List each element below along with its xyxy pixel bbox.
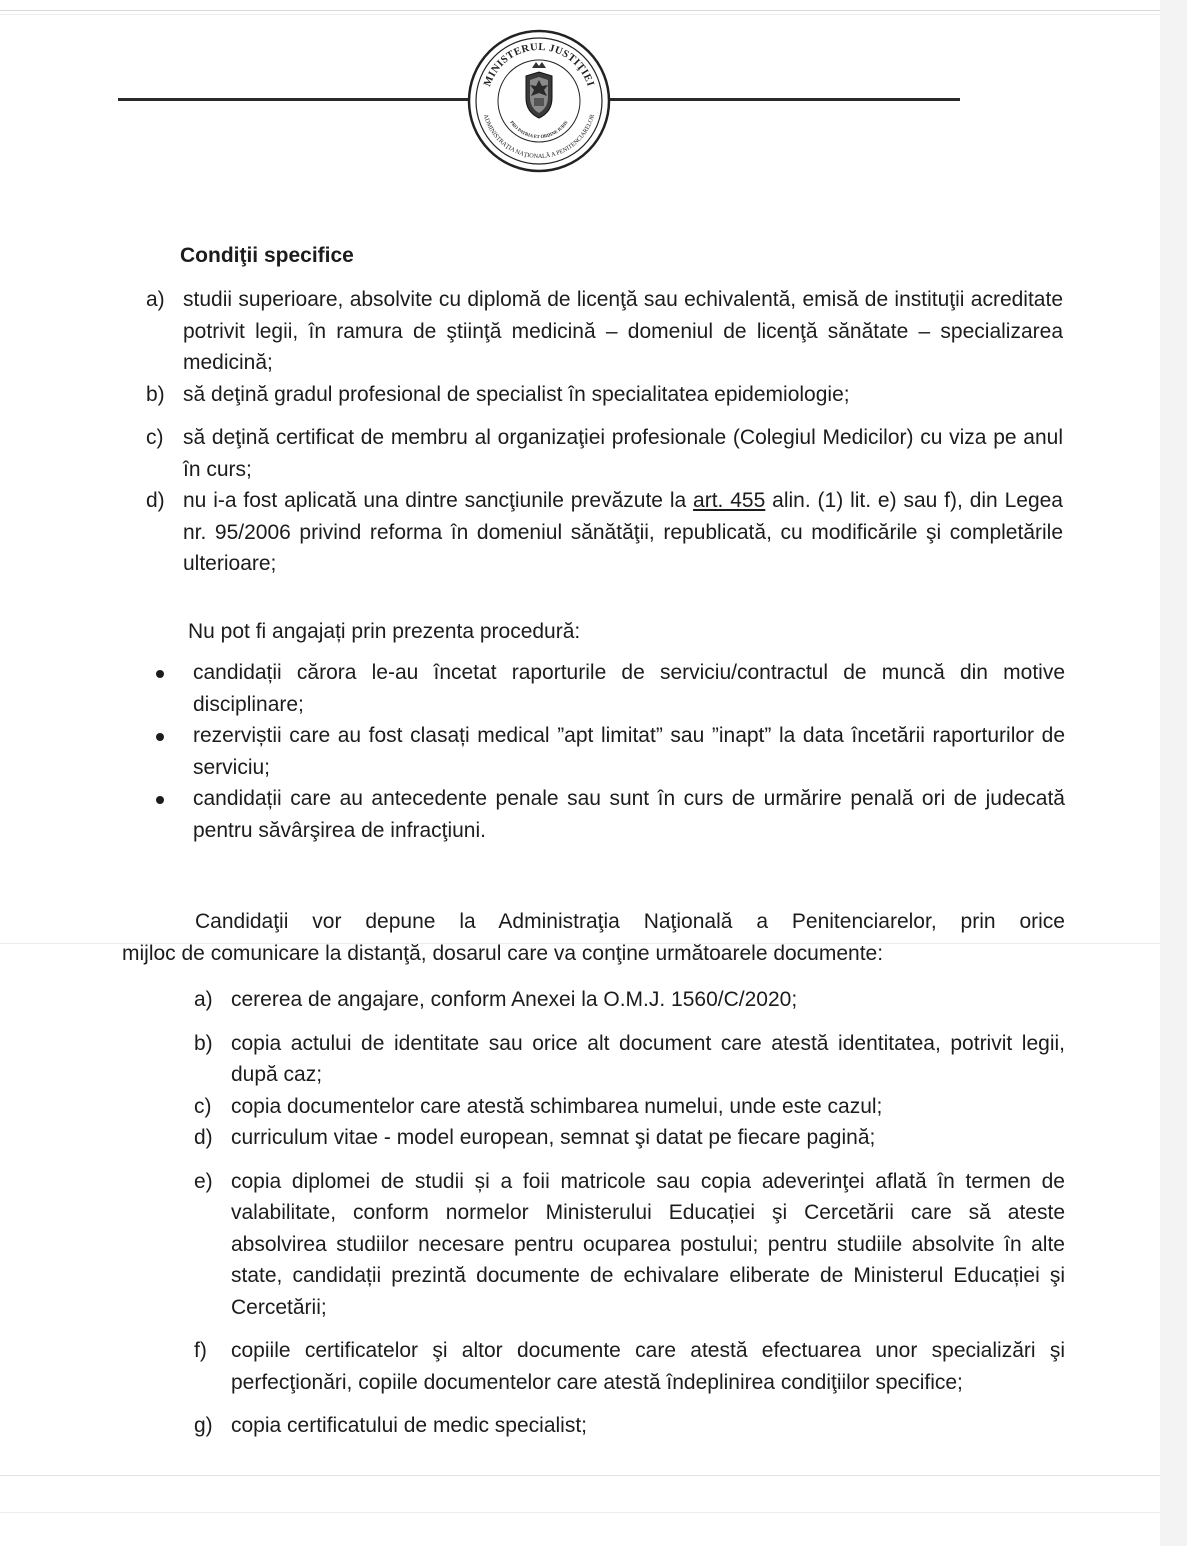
exclusion-text: candidații care au antecedente penale sau sunt în curs de urmărire penală ori de judecată pentru săvârşirea de infracţiuni. <box>193 787 1065 842</box>
condition-item <box>146 379 1063 411</box>
list-marker: d) <box>194 1126 213 1149</box>
exclusions-list <box>193 657 1065 846</box>
condition-text: studii superioare, absolvite cu diplomă de licenţă sau echivalentă, emisă de instituţii acreditate potrivit legii, în ramura de ştiinţă medicină – domeniul de licenţă sănătate – specializarea medicină; <box>183 288 1063 374</box>
document-text: copiile certificatelor şi altor documente care atestă efectuarea unor specializări şi perfecţionări, copiile documentelor care atestă îndeplinirea condiţiilor specifice; <box>231 1339 1065 1394</box>
seal-motto-text: PRO PATRIA ET ORDINE IURIS <box>509 119 569 140</box>
document-item <box>194 1166 1065 1324</box>
exclusion-text: candidații cărora le-au încetat raporturile de serviciu/contractul de muncă din motive disciplinare; <box>193 661 1065 716</box>
scan-artifact-line <box>0 10 1160 11</box>
list-marker: b) <box>194 1031 213 1055</box>
list-marker: c) <box>194 1094 212 1118</box>
list-marker: c) <box>146 426 164 449</box>
list-marker: e) <box>194 1169 213 1193</box>
scan-artifact-line <box>0 14 1160 15</box>
list-marker: f) <box>194 1339 207 1362</box>
bullet-icon <box>156 796 164 804</box>
list-marker: d) <box>146 489 165 512</box>
document-text: cererea de angajare, conform Anexei la O.M.J. 1560/C/2020; <box>231 988 798 1011</box>
exclusion-item <box>193 657 1065 720</box>
document-text: copia documentelor care atestă schimbarea numelui, unde este cazul; <box>231 1094 883 1118</box>
bullet-icon <box>156 733 164 741</box>
document-text: copia certificatului de medic specialist; <box>231 1414 587 1437</box>
list-marker: a) <box>194 988 213 1011</box>
document-item <box>194 984 1065 1016</box>
exclusion-item <box>193 783 1065 846</box>
document-item <box>194 1091 1065 1123</box>
exclusion-item <box>193 720 1065 783</box>
legal-reference-link[interactable]: art. 455 <box>693 489 766 512</box>
condition-text: să deţină gradul profesional de specialist în specialitatea epidemiologie; <box>183 382 850 406</box>
document-item <box>194 1122 1065 1154</box>
document-text: curriculum vitae - model european, semnat şi datat pe fiecare pagină; <box>231 1126 876 1149</box>
document-item <box>194 1028 1065 1091</box>
condition-text-before: nu i-a fost aplicată una dintre sancţiunile prevăzute la <box>183 489 694 512</box>
condition-text: să deţină certificat de membru al organizaţiei profesionale (Colegiul Medicilor) cu viza pe anul în curs; <box>183 426 1063 481</box>
conditions-list <box>146 284 1063 580</box>
list-marker: b) <box>146 382 165 406</box>
document-item <box>194 1410 1065 1442</box>
list-marker: g) <box>194 1414 213 1437</box>
section-title: Condiţii specifice <box>180 244 354 267</box>
condition-item <box>146 422 1063 485</box>
condition-text-after: alin. (1) lit. e) sau f), din Legea nr. 95/2006 privind reforma în domeniul sănătăţii, republicată, cu modificările şi completările ulterioare; <box>183 489 1063 575</box>
document-text: copia diplomei de studii și a foii matricole sau copia adeverinţei aflată în termen de valabilitate, conform normelor Ministerului Educației şi Cercetării care să ateste absolvirea studiilor necesare pentru ocuparea postului; pentru studiile absolvite în alte state, candidații prezintă documente de echivalare eliberate de Ministerul Educației şi Cercetării; <box>231 1169 1065 1319</box>
documents-list <box>194 984 1065 1442</box>
list-marker: a) <box>146 288 165 311</box>
condition-item <box>146 284 1063 379</box>
seal-lower-text: ADMINISTRAŢIA NAŢIONALĂ A PENITENCIARELOR <box>481 113 597 161</box>
header-rule-left <box>118 98 470 101</box>
document-item <box>194 1335 1065 1398</box>
seal-outer-text: MINISTERUL JUSTIŢIEI <box>482 41 596 89</box>
document-text: copia actului de identitate sau orice alt document care atestă identitatea, potrivit legii, după caz; <box>231 1031 1065 1086</box>
exclusion-text: rezerviștii care au fost clasați medical ”apt limitat” sau ”inapt” la data încetării raporturilor de serviciu; <box>193 724 1065 779</box>
condition-item <box>146 485 1063 580</box>
bullet-icon <box>156 670 164 678</box>
ministry-seal <box>466 28 612 174</box>
exclusion-intro: Nu pot fi angajați prin prezenta procedură: <box>188 620 581 643</box>
dossier-intro-first-line: Candidaţii vor depune la Administraţia Naţională a Penitenciarelor, prin orice <box>195 910 1065 933</box>
header-rule-right <box>608 98 960 101</box>
scan-artifact-line <box>0 1512 1160 1513</box>
scan-artifact-line <box>0 1475 1160 1476</box>
dossier-intro-second-line: mijloc de comunicare la distanţă, dosarul care va conţine următoarele documente: <box>122 942 884 965</box>
